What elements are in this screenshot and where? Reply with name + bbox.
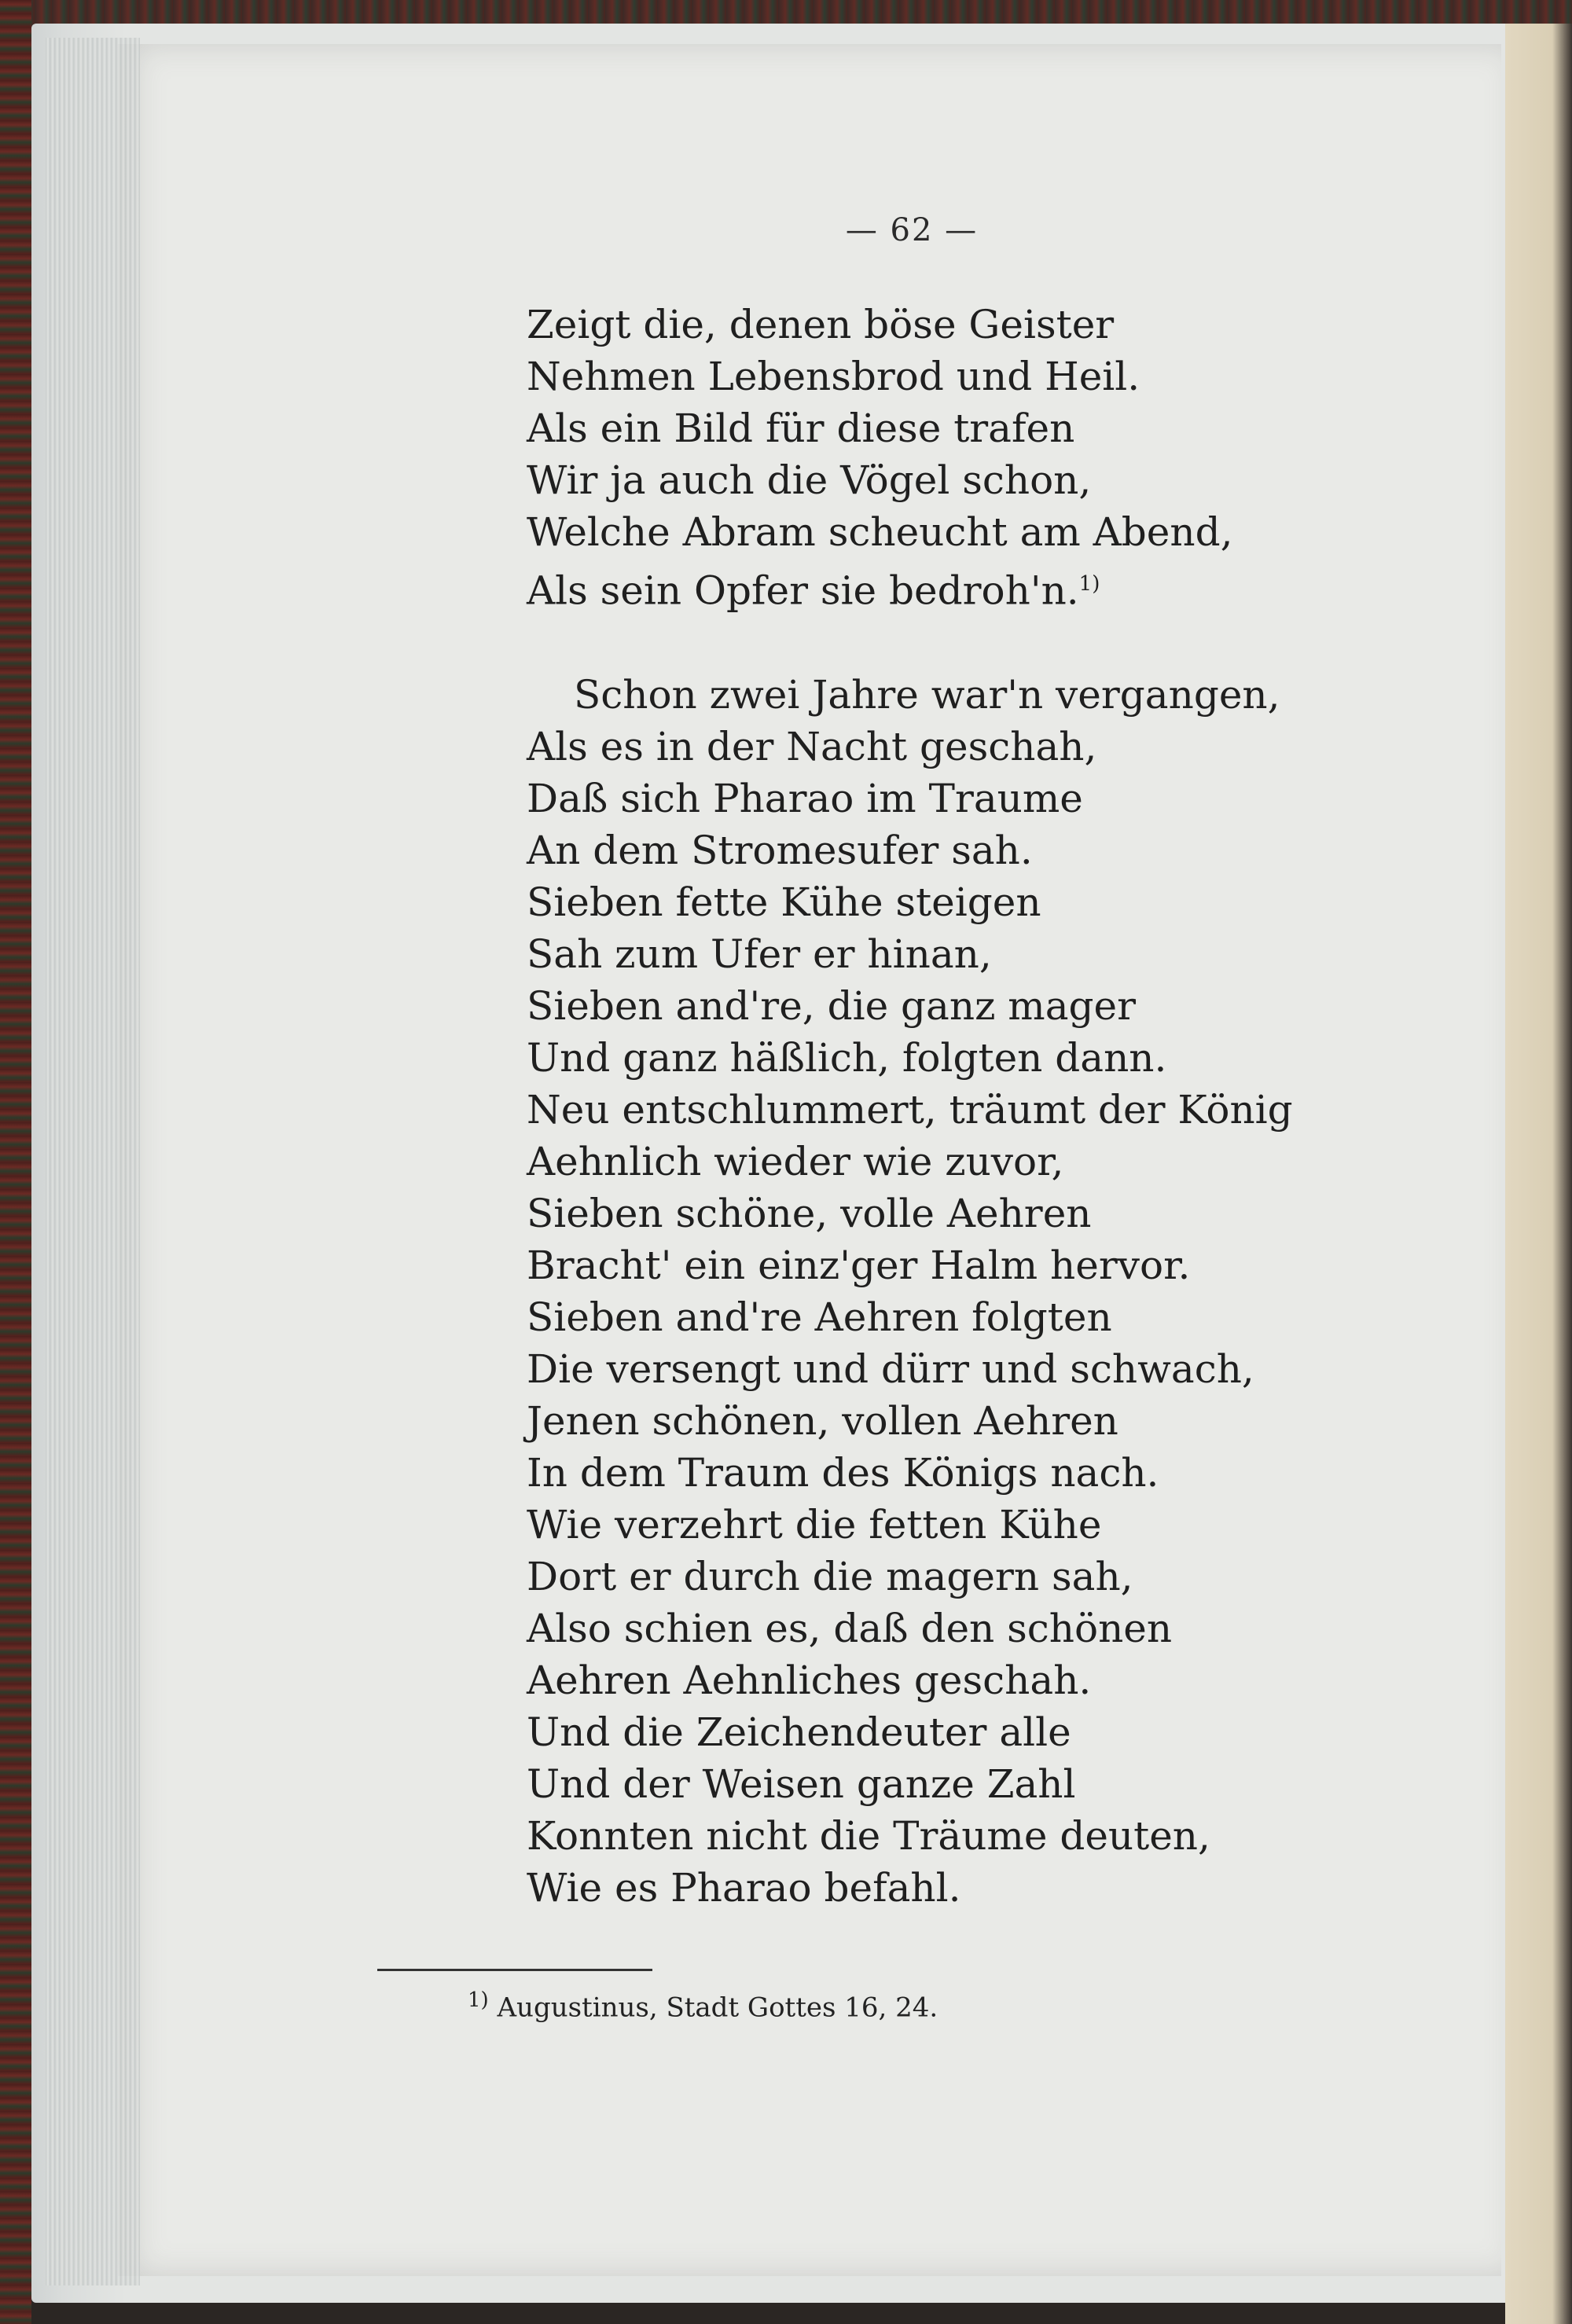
verse-line: Sieben fette Kühe steigen — [527, 879, 1041, 925]
verse-line: Wie verzehrt die fetten Kühe — [527, 1501, 1102, 1547]
stanza-2 — [527, 669, 1486, 1914]
verse-line: Und der Weisen ganze Zahl — [527, 1760, 1076, 1807]
verse-line: Neu entschlummert, träumt der König — [527, 1086, 1293, 1133]
verse-line: Die versengt und dürr und schwach, — [527, 1346, 1254, 1392]
verse-line: Zeigt die, denen böse Geister — [527, 302, 1115, 347]
poem-text — [527, 299, 1486, 1966]
verse-line: Als es in der Nacht geschah, — [527, 723, 1097, 769]
page-edges — [46, 38, 140, 2285]
stanza-1 — [527, 299, 1486, 617]
verse-line: Als ein Bild für diese trafen — [527, 406, 1075, 451]
verse-line: Nehmen Lebensbrod und Heil. — [527, 354, 1140, 399]
verse-line: Welche Abram scheucht am Abend, — [527, 509, 1233, 555]
footnote-marker: 1) — [468, 1988, 489, 2012]
footnote-rule — [377, 1969, 652, 1971]
verse-line: Daß sich Pharao im Traume — [527, 775, 1083, 821]
verse-line: Aehnlich wieder wie zuvor, — [527, 1138, 1064, 1184]
verse-line: Wie es Pharao befahl. — [527, 1864, 961, 1911]
verse-line: Wir ja auch die Vögel schon, — [527, 457, 1092, 503]
verse-line: Also schien es, daß den schönen — [527, 1605, 1173, 1651]
verse-line: Sieben and're, die ganz mager — [527, 982, 1137, 1029]
book-cover-left-edge — [0, 0, 31, 2324]
verse-line: An dem Stromesufer sah. — [527, 827, 1033, 873]
facing-page-edge — [1505, 24, 1572, 2324]
verse-line: Konnten nicht die Träume deuten, — [527, 1812, 1210, 1859]
footnote — [468, 1988, 938, 2023]
verse-line: Und ganz häßlich, folgten dann. — [527, 1034, 1167, 1081]
verse-line: Dort er durch die magern sah, — [527, 1553, 1133, 1599]
footnote-text: Augustinus, Stadt Gottes 16, 24. — [497, 1992, 938, 2024]
verse-line: Sah zum Ufer er hinan, — [527, 931, 992, 977]
verse-line: Sieben schöne, volle Aehren — [527, 1190, 1092, 1236]
verse-line: In dem Traum des Königs nach. — [527, 1449, 1159, 1496]
verse-line: Aehren Aehnliches geschah. — [527, 1657, 1092, 1703]
verse-line: Schon zwei Jahre war'n vergangen, — [574, 671, 1280, 718]
footnote-marker: 1) — [1078, 572, 1100, 596]
verse-line: Bracht' ein einz'ger Halm hervor. — [527, 1242, 1191, 1288]
verse-line-text: Als sein Opfer sie bedroh'n. — [527, 567, 1079, 614]
page-number: — 62 — — [845, 212, 979, 248]
verse-line: Jenen schönen, vollen Aehren — [527, 1397, 1118, 1444]
verse-line — [527, 558, 1486, 617]
verse-line: Und die Zeichendeuter alle — [527, 1709, 1071, 1755]
verse-line: Sieben and're Aehren folgten — [527, 1294, 1112, 1340]
